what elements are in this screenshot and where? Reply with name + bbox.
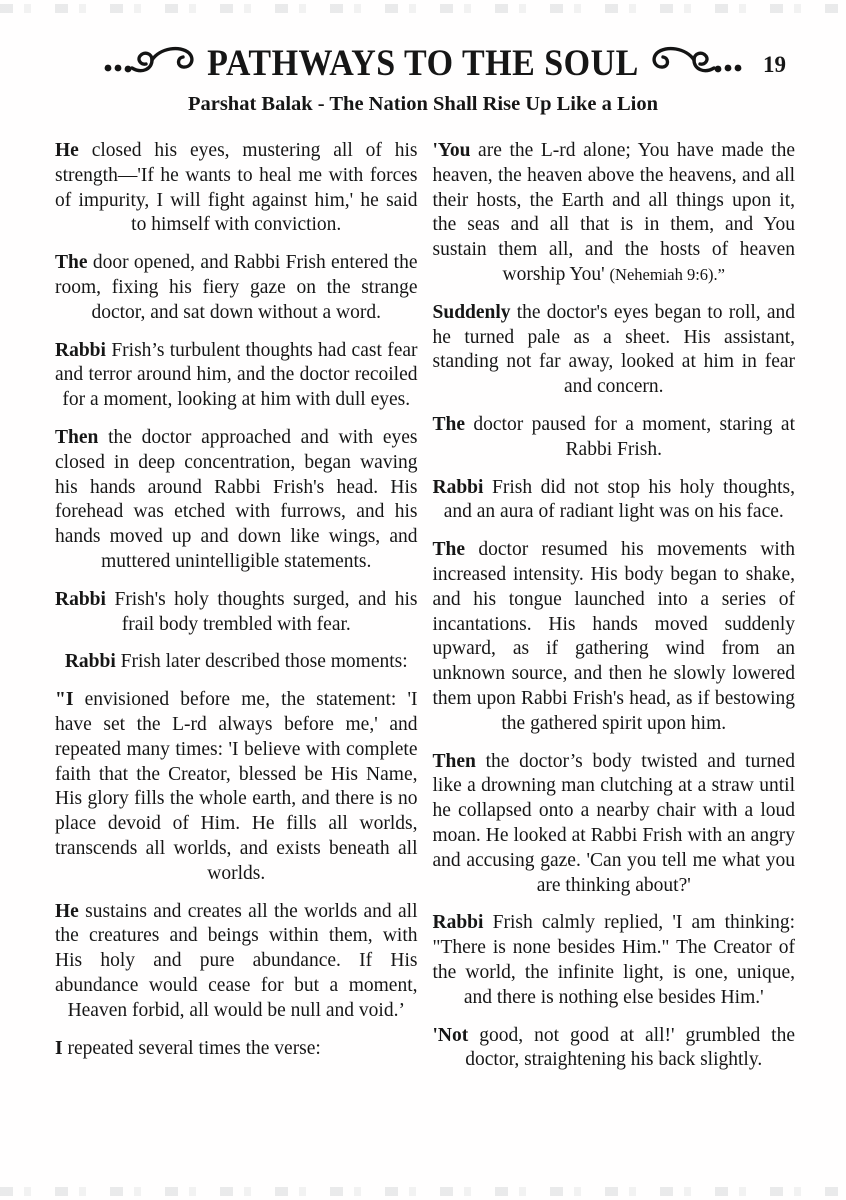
paragraph-text: the doctor approached and with eyes closed in deep concentration, began waving his hands around Rabbi Frish's head. His forehead was etched with furrows, and his hands moved up and down like wings, and muttered unintelligible statements. — [55, 426, 418, 572]
title-line — [0, 42, 846, 86]
page-title: PATHWAYS TO THE SOUL — [207, 43, 639, 84]
paragraph-lead: Rabbi — [432, 912, 484, 934]
paragraph-text: Frish did not stop his holy thoughts, and an aura of radiant light was on his face. — [443, 476, 796, 523]
paragraph-text: repeated several times the verse: — [67, 1037, 321, 1059]
verse-citation: (Nehemiah 9:6).” — [609, 264, 725, 284]
paragraph-text: the doctor’s body twisted and turned like a drowning man clutching at a straw until he collapsed onto a nearby chair with a loud moan. He looked at Rabbi Frish with an angry and accusing gaze. 'Can you tell me what you are thinking about?' — [432, 750, 796, 896]
paragraph — [433, 750, 796, 899]
paragraph — [433, 538, 796, 736]
paragraph — [55, 251, 418, 325]
right-column — [433, 139, 796, 1086]
paragraph-text: Frish’s turbulent thoughts had cast fear and terror around him, and the doctor recoiled for a moment, looking at him with dull eyes. — [55, 339, 418, 411]
paragraph-text: Frish later described those moments: — [120, 651, 408, 673]
paragraph-lead: "I — [55, 689, 74, 711]
paragraph — [433, 911, 796, 1010]
paragraph-lead: Rabbi — [432, 476, 484, 498]
paragraph — [55, 588, 418, 638]
two-column-body — [0, 139, 846, 1086]
paragraph-lead: The — [432, 413, 466, 435]
paragraph-lead: Rabbi — [64, 651, 116, 673]
left-column — [55, 139, 418, 1086]
paragraph-lead: 'You — [432, 140, 471, 161]
paragraph — [55, 426, 418, 575]
paragraph-text: Frish's holy thoughts surged, and his frail body trembled with fear. — [114, 588, 418, 635]
bottom-scan-artifact — [0, 1187, 846, 1196]
paragraph-text: are the L-rd alone; You have made the heaven, the heaven above the heavens, and all their hosts, the Earth and all things upon it, the seas and all that is in them, and You sustain them all, and the hosts of heaven worship You' — [432, 140, 795, 285]
page-subtitle: Parshat Balak - The Nation Shall Rise Up Like a Lion — [187, 93, 659, 115]
paragraph — [55, 650, 418, 675]
page-header — [0, 42, 846, 116]
paragraph — [433, 301, 796, 400]
paragraph — [55, 688, 418, 886]
paragraph-text: the doctor's eyes began to roll, and he turned pale as a sheet. His assistant, standing not far away, looked at him in fear and concern. — [432, 301, 795, 398]
paragraph — [433, 413, 796, 463]
flourish-right-icon — [649, 41, 745, 88]
paragraph — [433, 139, 796, 288]
flourish-left-icon — [101, 41, 197, 88]
paragraph-lead: The — [55, 252, 88, 274]
paragraph-text: sustains and creates all the worlds and all the creatures and beings within them, with His holy and pure abundance. If His abundance would cease for but a moment, Heaven forbid, all would be null and void.’ — [55, 900, 418, 1021]
paragraph-lead: Rabbi — [55, 588, 106, 610]
paragraph-lead: The — [432, 539, 466, 561]
paragraph-lead: Rabbi — [55, 339, 106, 361]
paragraph-text: door opened, and Rabbi Frish entered the room, fixing his fiery gaze on the strange doctor, and sat down without a word. — [55, 252, 418, 323]
paragraph-lead: Then — [432, 750, 476, 772]
paragraph — [55, 139, 418, 238]
paragraph-text: Frish calmly replied, 'I am thinking: "There is none besides Him." The Creator of the world, the infinite light, is one, unique, and there is nothing else besides Him.' — [432, 912, 795, 1008]
paragraph-text: envisioned before me, the statement: 'I have set the L-rd always before me,' and repeated many times: 'I believe with complete faith that the Creator, blessed be His Name, His glory fills the whole earth, and there is no place devoid of Him. He fills all worlds, transcends all worlds, and exists beneath all worlds. — [55, 689, 418, 884]
paragraph — [55, 1037, 418, 1062]
paragraph-lead: 'Not — [432, 1024, 469, 1046]
top-scan-artifact — [0, 4, 846, 13]
paragraph — [55, 339, 418, 413]
paragraph-lead: Then — [55, 426, 99, 448]
paragraph-text: doctor resumed his movements with increased intensity. His body began to shake, and his tongue launched into a series of incantations. His hands moved suddenly upward, as if gathering wind from an unknown source, and then he slowly lowered them upon Rabbi Frish's head, as if bestowing the gathered spirit upon him. — [432, 539, 796, 734]
paragraph-lead: I — [55, 1037, 63, 1059]
paragraph-text: closed his eyes, mustering all of his strength—'If he wants to heal me with forces of impurity, I will fight against him,' he said to himself with conviction. — [55, 140, 418, 236]
paragraph — [55, 900, 418, 1024]
paragraph — [433, 1024, 796, 1074]
paragraph-text: doctor paused for a moment, staring at Rabbi Frish. — [473, 413, 795, 460]
paragraph — [433, 476, 796, 526]
page-number: 19 — [763, 52, 786, 77]
paragraph-lead: Suddenly — [432, 301, 511, 323]
paragraph-text: good, not good at all!' grumbled the doctor, straightening his back slightly. — [465, 1024, 796, 1071]
paragraph-lead: He — [55, 900, 79, 922]
paragraph-lead: He — [55, 140, 79, 161]
